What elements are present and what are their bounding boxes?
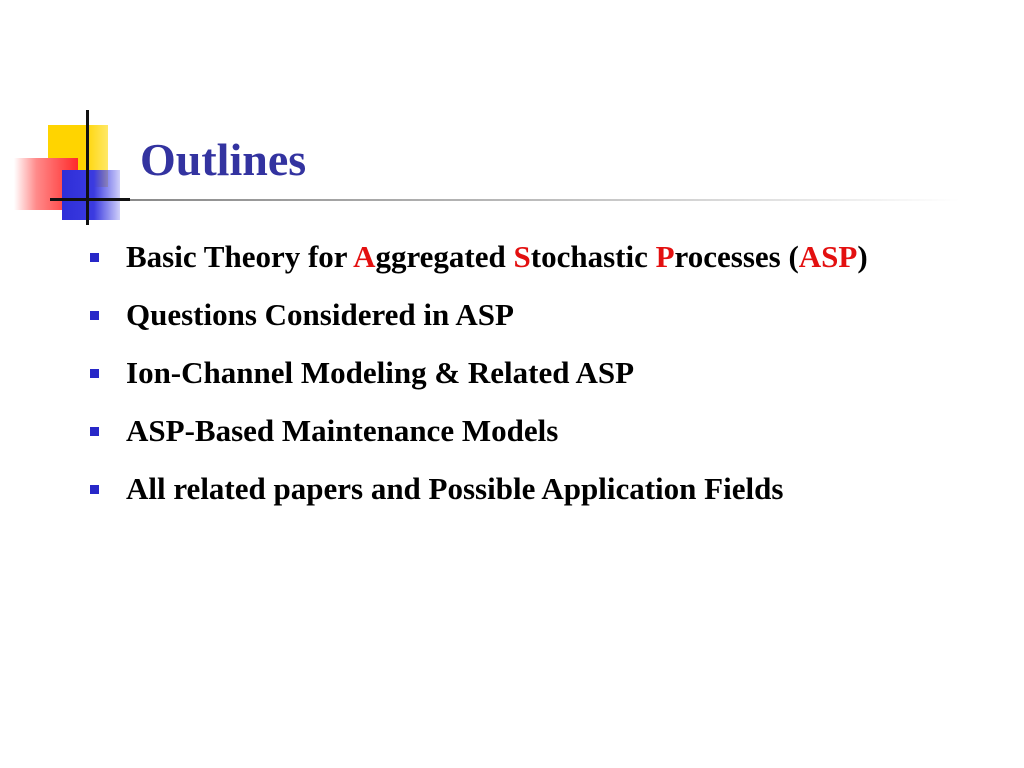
square-bullet-icon [90, 427, 99, 436]
square-bullet-icon [90, 311, 99, 320]
highlight-letter: S [513, 239, 531, 274]
decorative-vertical-line [86, 110, 89, 225]
bullet-text: ASP-Based Maintenance Models [126, 413, 559, 448]
bullet-text: Ion-Channel Modeling & Related ASP [126, 355, 635, 390]
decorative-horizontal-line [50, 198, 130, 201]
bullet-text: tochastic [530, 239, 656, 274]
bullet-text: ) [857, 239, 868, 274]
bullet-text: ggregated [375, 239, 514, 274]
highlight-letter: A [353, 239, 376, 274]
decorative-blue-square [62, 170, 120, 220]
bullet-item-maintenance [88, 410, 988, 452]
bullet-list [88, 236, 988, 526]
bullet-text: Questions Considered in ASP [126, 297, 514, 332]
square-bullet-icon [90, 485, 99, 494]
bullet-text: rocesses ( [674, 239, 799, 274]
bullet-text: All related papers and Possible Application Fields [126, 471, 784, 506]
bullet-item-basic-theory [88, 236, 988, 278]
title-underline [130, 199, 960, 201]
bullet-item-papers [88, 468, 988, 510]
bullet-item-ion-channel [88, 352, 988, 394]
highlight-acronym: ASP [798, 239, 858, 274]
square-bullet-icon [90, 253, 99, 262]
highlight-letter: P [655, 239, 675, 274]
square-bullet-icon [90, 369, 99, 378]
bullet-item-questions [88, 294, 988, 336]
slide-title: Outlines [140, 134, 307, 185]
bullet-text: Basic Theory for [126, 239, 354, 274]
